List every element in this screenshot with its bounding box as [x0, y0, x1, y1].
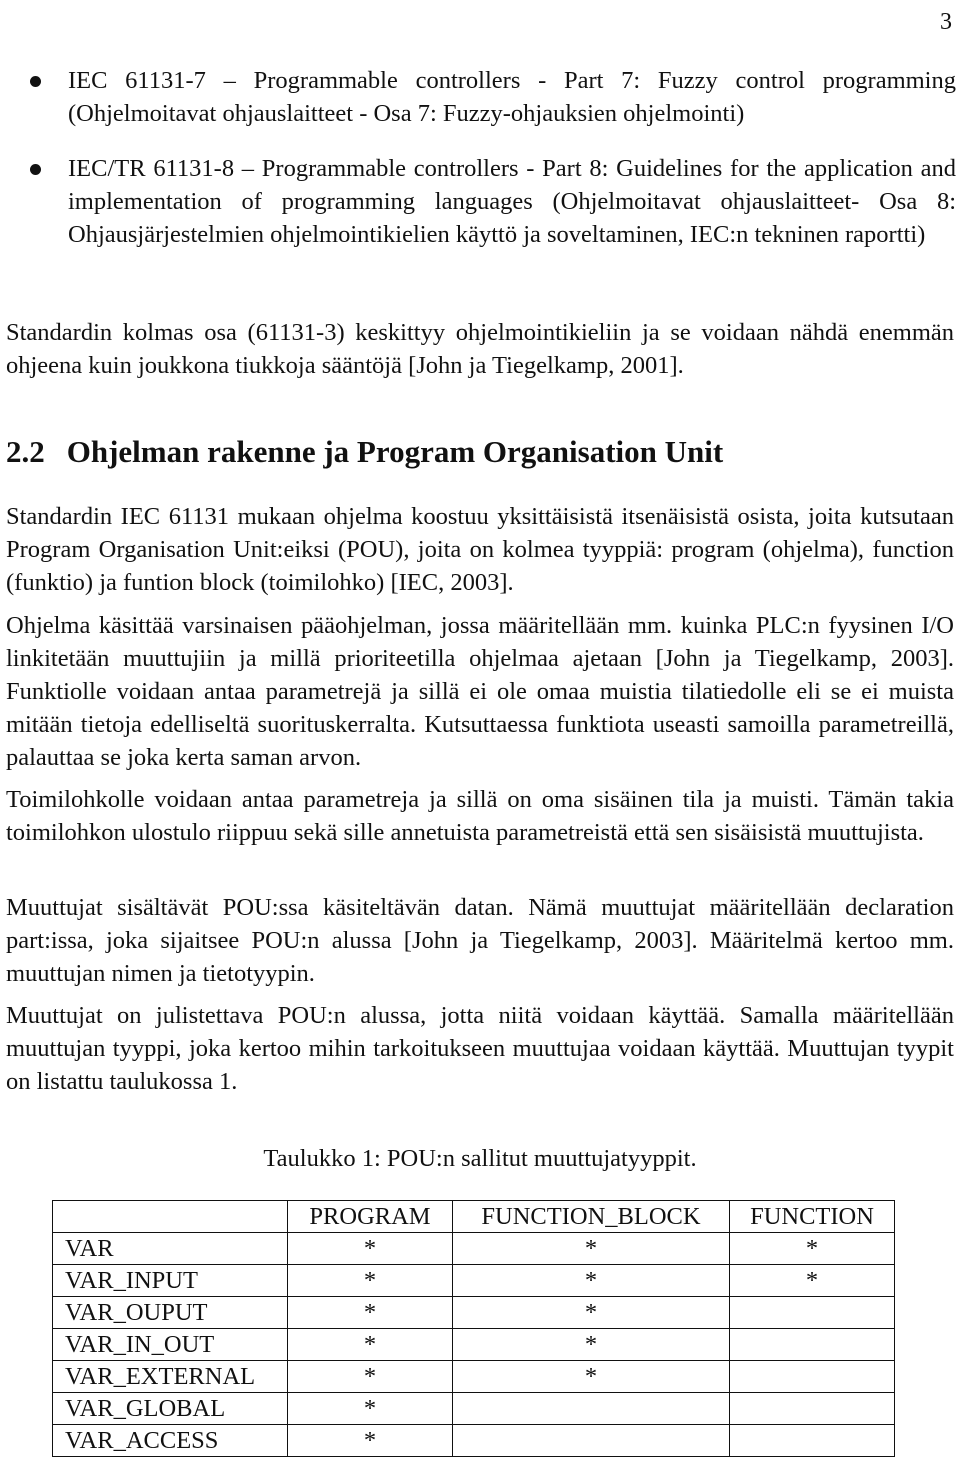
column-header: PROGRAM [288, 1201, 453, 1233]
table-cell: * [288, 1265, 453, 1297]
list-item [0, 152, 960, 251]
table-cell: * [453, 1297, 730, 1329]
table-cell: * [288, 1393, 453, 1425]
page-number: 3 [940, 9, 952, 35]
paragraph: Muuttujat on julistettava POU:n alussa, jotta niitä voidaan käyttää. Samalla määritellään muuttujan tyyppi, joka kertoo mihin tarkoitukseen muuttujaa voidaan käyttää. Muuttujan tyypit on listattu taulukossa 1. [6, 1002, 954, 1095]
bullet-icon [30, 76, 41, 87]
row-header: VAR_INPUT [53, 1265, 288, 1297]
list-item [0, 64, 960, 130]
list-item-text: IEC 61131-7 – Programmable controllers - Part 7: Fuzzy control programming (Ohjelmoitavat ohjauslaitteet - Osa 7: Fuzzy-ohjauksien ohjelmointi) [68, 67, 956, 127]
table-cell [730, 1329, 895, 1361]
row-header: VAR_IN_OUT [53, 1329, 288, 1361]
table-cell: * [288, 1329, 453, 1361]
column-header: FUNCTION [730, 1201, 895, 1233]
section-heading [6, 432, 723, 472]
table-cell [730, 1297, 895, 1329]
table-row [53, 1233, 895, 1265]
row-header: VAR_ACCESS [53, 1425, 288, 1457]
table-cell: * [288, 1233, 453, 1265]
table-row [53, 1361, 895, 1393]
table-cell: * [730, 1265, 895, 1297]
paragraph: Toimilohkolle voidaan antaa parametreja ja sillä on oma sisäinen tila ja muisti. Tämän takia toimilohkon ulostulo riippuu sekä sille annetuista parametreistä että sen sisäisistä muuttujista. [6, 786, 954, 846]
table-row [53, 1329, 895, 1361]
table-row [53, 1265, 895, 1297]
table-caption: Taulukko 1: POU:n sallitut muuttujatyyppit. [263, 1145, 697, 1172]
intro-paragraph: Standardin kolmas osa (61131-3) keskittyy ohjelmointikieliin ja se voidaan nähdä enemmän ohjeena kuin joukkona tiukkoja sääntöjä [John ja Tiegelkamp, 2001]. [6, 319, 954, 379]
table-cell: * [453, 1329, 730, 1361]
table-cell: * [453, 1265, 730, 1297]
table-row [53, 1393, 895, 1425]
variable-types-table [52, 1200, 895, 1457]
row-header: VAR_OUPUT [53, 1297, 288, 1329]
table-header-row [53, 1201, 895, 1233]
paragraph: Muuttujat sisältävät POU:ssa käsiteltävän datan. Nämä muuttujat määritellään declaration part:issa, joka sijaitsee POU:n alussa [John ja Tiegelkamp, 2003]. Määritelmä kertoo mm. muuttujan nimen ja tietotyypin. [6, 894, 954, 987]
table-cell [730, 1393, 895, 1425]
table-corner-cell [53, 1201, 288, 1233]
table-cell: * [288, 1425, 453, 1457]
section-number: 2.2 [6, 434, 45, 469]
table-cell: * [453, 1233, 730, 1265]
table-cell [730, 1425, 895, 1457]
table-cell: * [453, 1361, 730, 1393]
table-row [53, 1297, 895, 1329]
paragraph: Standardin IEC 61131 mukaan ohjelma koostuu yksittäisistä itsenäisistä osista, joita kutsutaan Program Organisation Unit:eiksi (POU), joita on kolmea tyyppiä: program (ohjelma), function (funktio) ja funtion block (toimilohko) [IEC, 2003]. [6, 503, 954, 596]
row-header: VAR [53, 1233, 288, 1265]
table-cell: * [288, 1361, 453, 1393]
table-cell [453, 1425, 730, 1457]
table-cell [453, 1393, 730, 1425]
row-header: VAR_EXTERNAL [53, 1361, 288, 1393]
list-item-text: IEC/TR 61131-8 – Programmable controllers - Part 8: Guidelines for the application and implementation of programming languages (Ohjelmoitavat ohjauslaitteet- Osa 8: Ohjausjärjestelmien ohjelmointikielien käyttö ja soveltaminen, IEC:n tekninen raportti) [68, 155, 956, 248]
standards-list [0, 64, 960, 273]
row-header: VAR_GLOBAL [53, 1393, 288, 1425]
table-cell: * [288, 1297, 453, 1329]
table-cell [730, 1361, 895, 1393]
column-header: FUNCTION_BLOCK [453, 1201, 730, 1233]
bullet-icon [30, 164, 41, 175]
section-title: Ohjelman rakenne ja Program Organisation Unit [66, 434, 724, 469]
table-row [53, 1425, 895, 1457]
paragraph: Ohjelma käsittää varsinaisen pääohjelman, jossa määritellään mm. kuinka PLC:n fyysinen I/O linkitetään muuttujiin ja millä prioriteetilla ohjelmaa ajetaan [John ja Tiegelkamp, 2003]. Funktiolle voidaan antaa parametrejä ja sillä ei ole omaa muistia tilatiedolle eli se ei muista mitään tietoja edelliseltä suorituskerralta. Kutsuttaessa funktiota useasti samoilla parametreillä, palauttaa se joka kerta saman arvon. [6, 612, 954, 771]
table-cell: * [730, 1233, 895, 1265]
